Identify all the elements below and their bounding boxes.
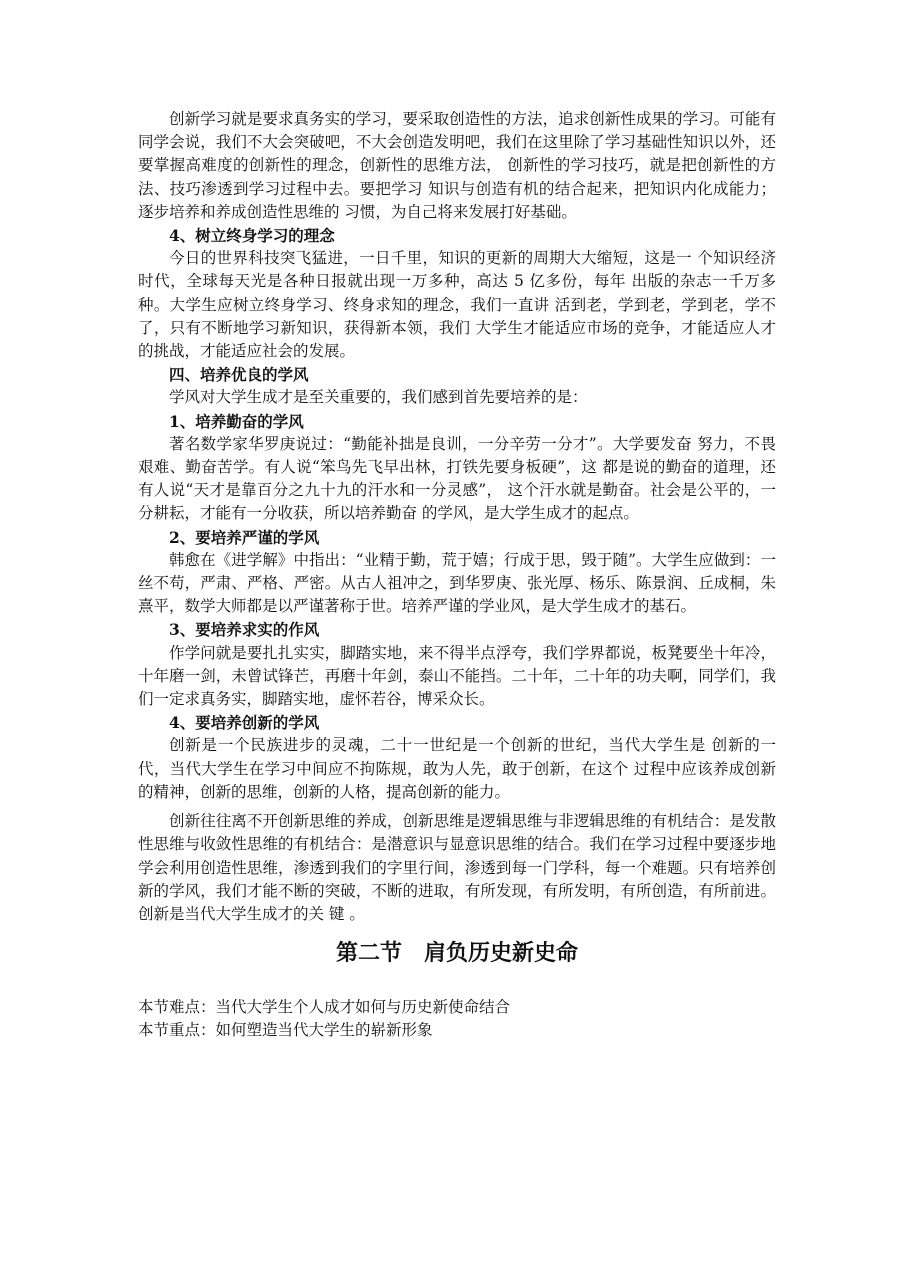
- heading-study-style: 四、培养优良的学风: [169, 365, 309, 385]
- paragraph-innovative-2: 创新往往离不开创新思维的养成，创新思维是逻辑思维与非逻辑思维的有机结合：是发散性思维与收敛性思维的有机结合：是潜意识与显意识思维的结合。我们在学习过程中要逐步地学会利用创造性思维，渗透到我们的字里行间，渗透到每一门学科，每一个难题。只有培养创新的学风，我们才能不断的突破，不断的进取，有所发现，有所发明，有所创造，有所前进。创新是当代大学生成才的关 键 。: [138, 812, 776, 923]
- heading-innovative: 4、要培养创新的学风: [169, 713, 320, 733]
- paragraph-rigorous: 韩愈在《进学解》中指出：“业精于勤，荒于嬉；行成于思，毁于随”。大学生应做到：一丝不苟，严肃、严格、严密。从古人祖冲之，到华罗庚、张光厚、杨乐、陈景润、丘成桐，朱熹平，数学大师都是以严谨著称于世。培养严谨的学业风，是大学生成才的基石。: [138, 550, 776, 616]
- paragraph-innovative-1: 创新是一个民族进步的灵魂，二十一世纪是一个创新的世纪，当代大学生是 创新的一代，当代大学生在学习中间应不拘陈规，敢为人先，敢于创新，在这个 过程中应该养成创新的精神，创新的思维，创新的人格，提高创新的能力。: [138, 736, 776, 801]
- heading-lifelong-learning: 4、树立终身学习的理念: [169, 226, 335, 246]
- heading-diligent: 1、培养勤奋的学风: [169, 411, 304, 431]
- document-page: [138, 108, 776, 1042]
- paragraph-lifelong-learning: 今日的世界科技突飞猛进，一日千里，知识的更新的周期大大缩短，这是一 个知识经济时代，全球每天光是各种日报就出现一万多种，高达 5 亿多份，每年 出版的杂志一千万多种。大学生应树立终身学习、终身求知的理念，我们一直讲 活到老，学到老，学到老，学不了，只有不断地学习新知识，获得新本领，我们 大学生才能适应市场的竞争，才能适应人才的挑战，才能适应社会的发展。: [138, 249, 776, 361]
- paragraph-study-style-intro: 学风对大学生成才是至关重要的，我们感到首先要培养的是：: [169, 388, 588, 407]
- heading-rigorous: 2、要培养严谨的学风: [169, 527, 320, 547]
- section-title: 第二节 肩负历史新史命: [335, 940, 578, 967]
- section-key-point: 本节重点：如何塑造当代大学生的崭新形象: [138, 1021, 433, 1040]
- paragraph-innovative-learning: 创新学习就是要求真务实的学习，要采取创造性的方法，追求创新性成果的学习。可能有同学会说，我们不大会突破吧，不大会创造发明吧，我们在这里除了学习基础性知识以外，还要掌握高难度的创新性的理念，创新性的思维方法， 创新性的学习技巧，就是把创新性的方法、技巧渗透到学习过程中去。要把学习 知识与创造有机的结合起来，把知识内化成能力；逐步培养和养成创造性思维的 习惯，为自己将来发展打好基础。: [138, 110, 776, 221]
- section-difficulty: 本节难点：当代大学生个人成才如何与历史新使命结合: [138, 998, 511, 1017]
- paragraph-diligent: 著名数学家华罗庚说过：“勤能补拙是良训，一分辛劳一分才”。大学要发奋 努力，不畏艰难、勤奋苦学。有人说“笨鸟先飞早出林，打铁先要身板硬”，这 都是说的勤奋的道理，还有人说“天才是靠百分之九十九的汗水和一分灵感”， 这个汗水就是勤奋。社会是公平的，一分耕耘，才能有一分收获，所以培养勤奋 的学风，是大学生成才的起点。: [138, 434, 776, 523]
- paragraph-practical: 作学问就是要扎扎实实，脚踏实地，来不得半点浮夸，我们学界都说，板凳要坐十年冷，十年磨一剑，未曾试锋芒，再磨十年剑，泰山不能挡。二十年，二十年的功夫啊，同学们，我们一定求真务实，脚踏实地，虚怀若谷，博采众长。: [138, 643, 776, 709]
- heading-practical: 3、要培养求实的作风: [169, 620, 320, 640]
